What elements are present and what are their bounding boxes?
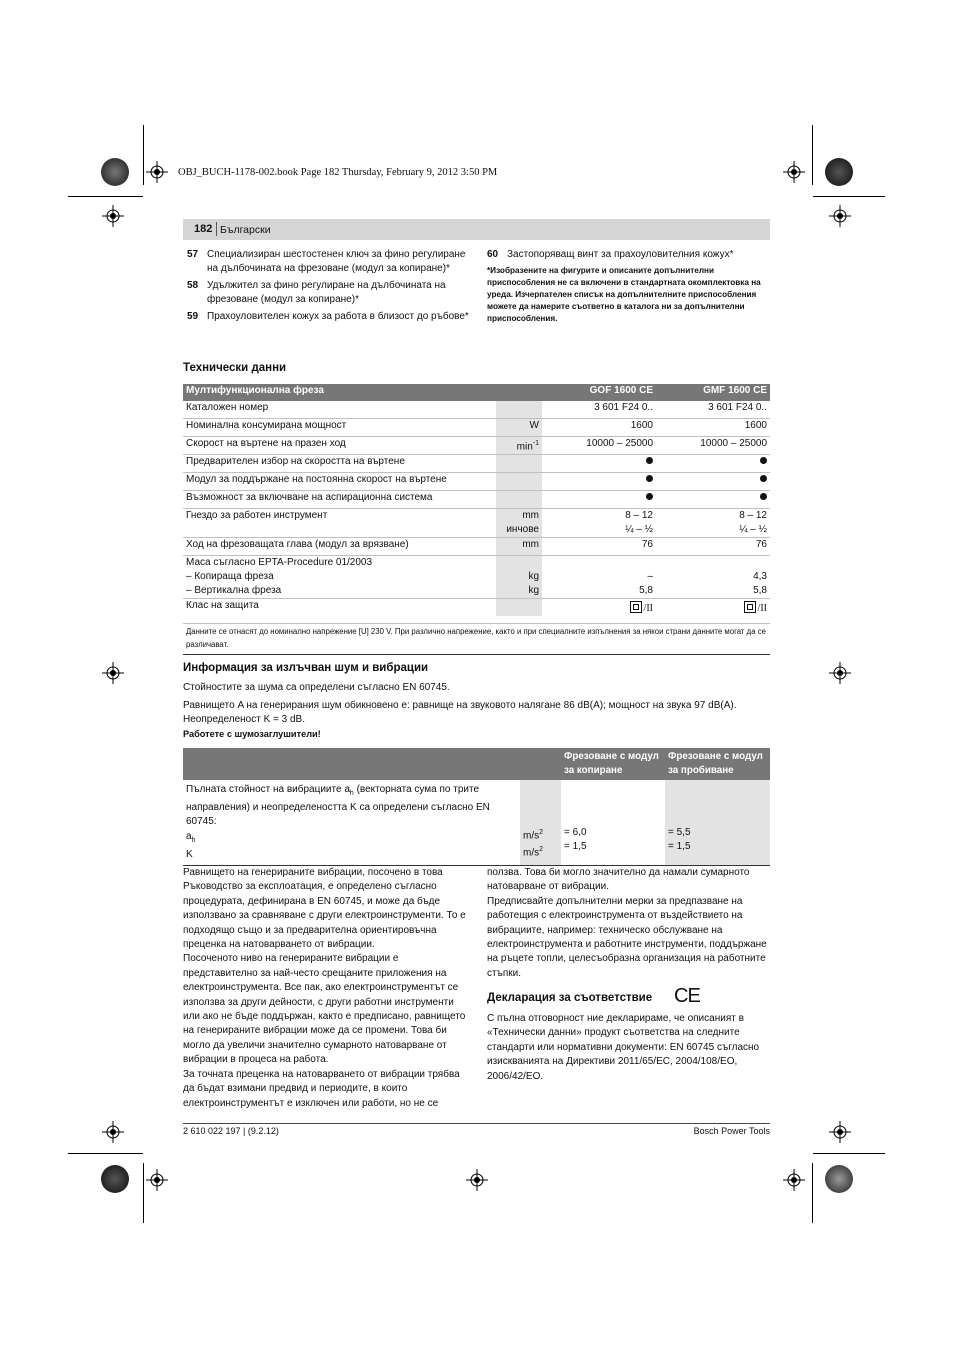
feature-dot-icon (646, 475, 653, 482)
list-item (183, 279, 473, 308)
col-header-plunge: Фрезоване с модул за пробиване (668, 751, 763, 776)
color-disc-icon (825, 158, 853, 186)
tech-data-table (183, 384, 770, 616)
item-text: Прахоуловителен кожух за работа в близост до ръбове* (207, 310, 469, 322)
table-row: Предварителен избор на скоростта на въртене (183, 455, 770, 473)
feature-dot-icon (760, 475, 767, 482)
item-number: 60 (487, 249, 499, 260)
item-text: Застопоряващ винт за прахоуловителния кожух* (507, 249, 734, 260)
item-number: 59 (187, 310, 199, 322)
list-item (183, 310, 473, 324)
header-divider (216, 222, 217, 236)
feature-dot-icon (646, 457, 653, 464)
item-list (183, 248, 473, 324)
col-header-copy: Фрезоване с модул за копиране (564, 751, 659, 776)
protection-class-icon (630, 601, 642, 613)
registration-mark-icon (146, 1169, 168, 1191)
color-disc-icon (825, 1165, 853, 1193)
registration-mark-icon (102, 662, 124, 684)
feature-dot-icon (760, 457, 767, 464)
table-row: Клас на защита /II /II (186, 600, 767, 615)
table-header-row (183, 384, 770, 401)
tech-note: Данните се отнасят до номинално напрежение [U] 230 V. При различно напрежение, както и при специалните изпълнения за някои страни данните могат да се различават. (186, 627, 766, 649)
table-row: Ход на фрезоващата глава (модул за врязване) mm 76 76 (183, 538, 770, 556)
noise-p2: Равнището A на генерирания шум обикновено е: равнище на звуковото налягане 86 dB(A); мощност на звука 97 dB(A). Неопределеност K = 3 dB. (183, 700, 737, 726)
registration-mark-icon (466, 1169, 488, 1191)
item-number: 57 (187, 249, 199, 260)
color-disc-icon (101, 158, 129, 186)
section-heading-noise: Информация за излъчван шум и вибрации (183, 662, 429, 674)
table-row: Пълната стойност на вибрациите $a_h$ (векторната сума по трите направления) и неопределеността K са определени съгласно EN 60745: $a_h$ K $m/s^2$ $m/s^2$ = 6,0 = 1,5 = 5,5 = 1,5 (183, 780, 770, 866)
protection-class-icon (744, 601, 756, 613)
print-info: OBJ_BUCH-1178-002.book Page 182 Thursday, February 9, 2012 3:50 PM (178, 167, 498, 178)
vibration-body-right: ползва. Това би могло значително да намали сумарното натоварване от вибрации. Предписвайте допълнителни мерки за предпазване на работещия с електроинструмента от въздействието на вибрациите, например: техническо обслужване на електроинструмента и работните инструменти, поддържане на ръцете топли, целесъобразна организация на работните стъпки. (487, 867, 767, 979)
col-header-name: Мултифункционална фреза (183, 384, 496, 401)
table-row: Гнездо за работен инструмент mm инчове 8 – 12 ¼ – ½ 8 – 12 ¼ – ½ (183, 509, 770, 538)
table-row: Каталожен номер 3 601 F24 0.. 3 601 F24 0.. (183, 401, 770, 419)
feature-dot-icon (760, 493, 767, 500)
registration-mark-icon (829, 662, 851, 684)
page-language: Български (220, 224, 271, 236)
color-disc-icon (101, 1165, 129, 1193)
section-heading-tech: Технически данни (183, 362, 287, 374)
page-number: 182 (194, 223, 213, 235)
item-number: 58 (187, 279, 199, 291)
registration-mark-icon (829, 205, 851, 227)
table-header-row (183, 748, 770, 780)
noise-warning: Работете с шумозаглушители! (183, 729, 321, 739)
list-item (183, 248, 473, 277)
section-heading-declaration: Декларация за съответствие (487, 992, 653, 1004)
declaration-text: С пълна отговорност ние декларираме, че описаният в «Технически данни» продукт съответства на следните стандарти или нормативни документи: EN 60745 съгласно изискванията на Директиви 2011/65/EC, 2004/108/EO, 2006/42/EO. (487, 1013, 760, 1082)
registration-mark-icon (783, 161, 805, 183)
col-header-model2: GMF 1600 CE (656, 384, 770, 401)
noise-p1: Стойностите за шума са определени съгласно EN 60745. (183, 682, 450, 693)
footer-doc-number: 2 610 022 197 | (9.2.12) (183, 1126, 279, 1136)
col-header-model1: GOF 1600 CE (542, 384, 656, 401)
registration-mark-icon (829, 1121, 851, 1143)
item-text: Специализиран шестостенен ключ за фино регулиране на дълбочината на фрезоване (модул за копиране)* (207, 249, 466, 275)
registration-mark-icon (102, 205, 124, 227)
accessory-footnote: *Изобразените на фигурите и описаните допълнителни приспособления не са включени в стандартната окомплектовка на уреда. Изчерпателен списък на допълнителните приспособления можете да намерите съответно в каталога ни за допълнителни приспособления. (487, 266, 761, 323)
footer-brand: Bosch Power Tools (693, 1126, 770, 1136)
registration-mark-icon (102, 1121, 124, 1143)
vibration-body-left: Равнището на генерираните вибрации, посочено в това Ръководство за експлоатация, е определено съгласно процедурата, дефинирана в EN 60745, и може да бъде използвано за сравняване с други електроинструменти. То е подходящо също и за предварителна ориентировъчна преценка на натоварването от вибрации. Посоченото ниво на генерираните вибрации е представително за най-често срещаните приложения на електроинструмента. Все пак, ако електроинструментът се използва за други дейности, с други работни инструменти или ако не бъде поддържан, както е предписано, равнището на генерираните вибрации може да се промени. Това би могло да увеличи значително сумарното натоварване от вибрации в процеса на работа. За точната преценка на натоварването от вибрации трябва да бъдат взимани предвид и периодите, в които електроинструментът е изключен или работи, но не се (183, 867, 466, 1109)
registration-mark-icon (146, 161, 168, 183)
item-text: Удължител за фино регулиране на дълбочината на фрезоване (модул за копиране)* (207, 279, 446, 306)
ce-mark-icon: CE (674, 985, 700, 1007)
list-item (487, 248, 770, 262)
table-row: Номинална консумирана мощност W 1600 1600 (183, 419, 770, 437)
table-row: Маса съгласно EPTA-Procedure 01/2003 – Копираща фреза – Вертикална фреза kg kg – 5,8 4,3 5,8 (183, 556, 770, 599)
table-row: Скорост на въртене на празен ход $\min^{-1}$ 10000 – 25000 10000 – 25000 (183, 437, 770, 455)
page-header (183, 219, 770, 240)
table-row: Възможност за включване на аспирационна система (183, 491, 770, 509)
vibration-table (183, 748, 770, 866)
feature-dot-icon (646, 493, 653, 500)
footer-rule (183, 1123, 770, 1124)
table-row: Модул за поддържане на постоянна скорост на въртене (183, 473, 770, 491)
registration-mark-icon (783, 1169, 805, 1191)
